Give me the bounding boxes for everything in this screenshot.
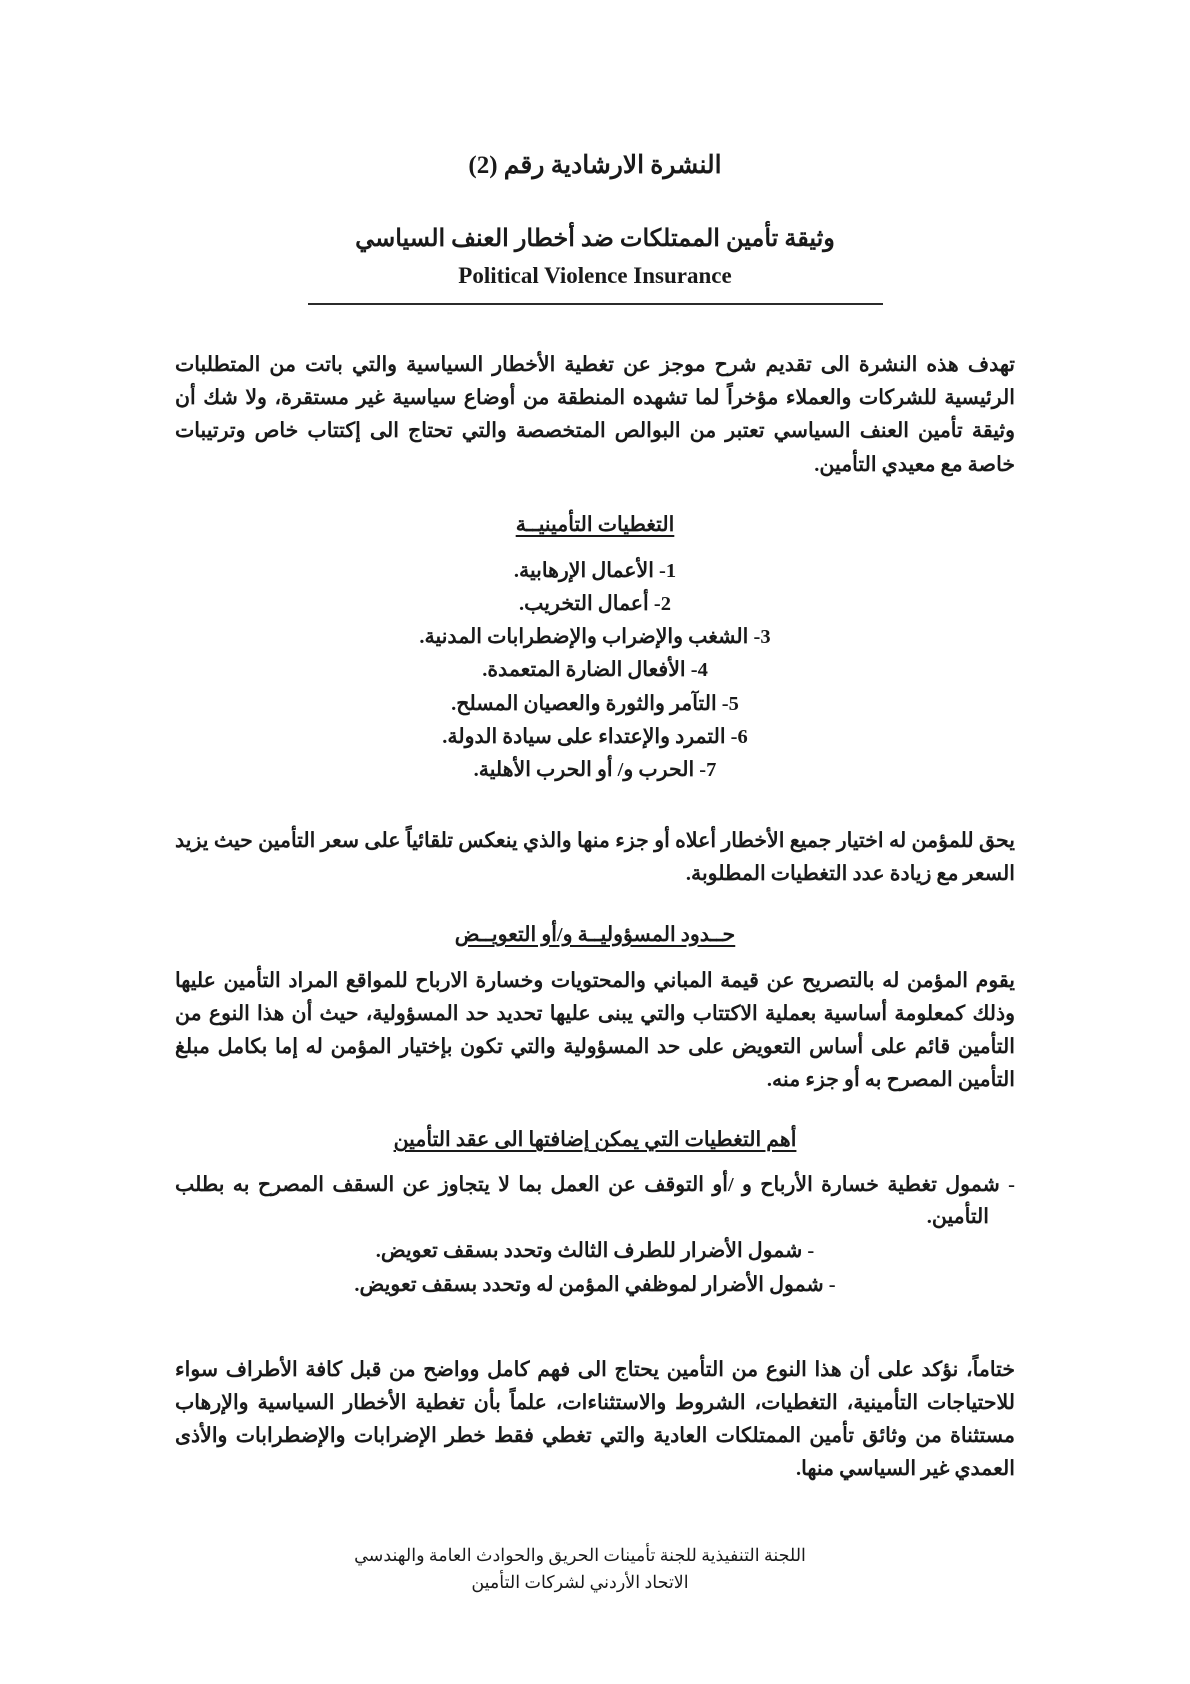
list-item: - شمول الأضرار للطرف الثالث وتحدد بسقف تعويض. <box>375 1239 815 1262</box>
intro-paragraph: تهدف هذه النشرة الى تقديم شرح موجز عن تغطية الأخطار السياسية والتي باتت من المتطلبات الرئيسية للشركات والعملاء مؤخراً لما تشهده المنطقة من أوضاع سياسية غير مستقرة، ولا شك أن وثيقة تأمين العنف السياسي تعتبر من البوالص المتخصصة والتي تحتاج الى إكتتاب خاص وترتيبات خاصة مع معيدي التأمين. <box>175 354 1015 476</box>
subtitle-english: Political Violence Insurance <box>458 263 732 288</box>
page-title: النشرة الارشادية رقم (2) <box>468 152 722 179</box>
list-item: 5- التآمر والثورة والعصيان المسلح. <box>451 692 739 715</box>
additional-coverages-list <box>175 1170 1015 1301</box>
list-item: 7- الحرب و/ أو الحرب الأهلية. <box>473 759 717 782</box>
list-item-text: - شمول تغطية خسارة الأرباح و /أو التوقف عن العمل بما لا يتجاوز عن السقف المصرح به بطلب التأمين. <box>175 1174 1015 1229</box>
list-item: - شمول الأضرار لموظفي المؤمن له وتحدد بسقف تعويض. <box>354 1273 836 1296</box>
list-item: 6- التمرد والإعتداء على سيادة الدولة. <box>442 725 748 748</box>
title-divider <box>308 303 883 305</box>
conclusion-paragraph: ختاماً، نؤكد على أن هذا النوع من التأمين يحتاج الى فهم كامل وواضح من قبل كافة الأطراف سواء للاحتياجات التأمينية، التغطيات، الشروط والاستثناءات، علماً بأن تغطية الأخطار السياسية والإرهاب مستثناة من وثائق تأمين الممتلكات العادية والتي تغطي فقط خطر الإضرابات والإضطرابات والأذى العمدي غير السياسي منها. <box>175 1358 1015 1481</box>
coverages-list <box>175 555 1015 787</box>
additional-coverages-heading: أهم التغطيات التي يمكن إضافتها الى عقد التأمين <box>393 1129 797 1152</box>
list-item: 1- الأعمال الإرهابية. <box>513 559 677 582</box>
list-item: 3- الشغب والإضراب والإضطرابات المدنية. <box>419 626 771 649</box>
footer-line-1: اللجنة التنفيذية للجنة تأمينات الحريق والحوادث العامة والهندسي <box>354 1545 806 1566</box>
list-item: 4- الأفعال الضارة المتعمدة. <box>482 659 708 682</box>
subtitle-arabic: وثيقة تأمين الممتلكات ضد أخطار العنف السياسي <box>355 226 835 252</box>
after-coverages-paragraph: يحق للمؤمن له اختيار جميع الأخطار أعلاه أو جزء منها والذي ينعكس تلقائياً على سعر التأمين حيث يزيد السعر مع زيادة عدد التغطيات المطلوبة. <box>175 830 1015 886</box>
footer-line-2: الاتحاد الأردني لشركات التأمين <box>471 1572 689 1593</box>
list-item <box>175 1170 1015 1234</box>
document-footer <box>175 1542 1015 1596</box>
limits-paragraph: يقوم المؤمن له بالتصريح عن قيمة المباني والمحتويات وخسارة الارباح للمواقع المراد التأمين عليها وذلك كمعلومة أساسية بعملية الاكتتاب والتي يبنى عليها تحديد حد المسؤولية، حيث أن هذا النوع من التأمين قائم على أساس التعويض على حد المسؤولية والتي تكون بإختيار المؤمن له إما بكامل مبلغ التأمين المصرح به أو جزء منه. <box>175 969 1015 1092</box>
list-item: 2- أعمال التخريب. <box>519 593 671 616</box>
limits-heading: حــدود المسؤوليــة و/أو التعويــض <box>454 923 736 946</box>
coverages-heading: التغطيات التأمينيــة <box>515 513 675 536</box>
